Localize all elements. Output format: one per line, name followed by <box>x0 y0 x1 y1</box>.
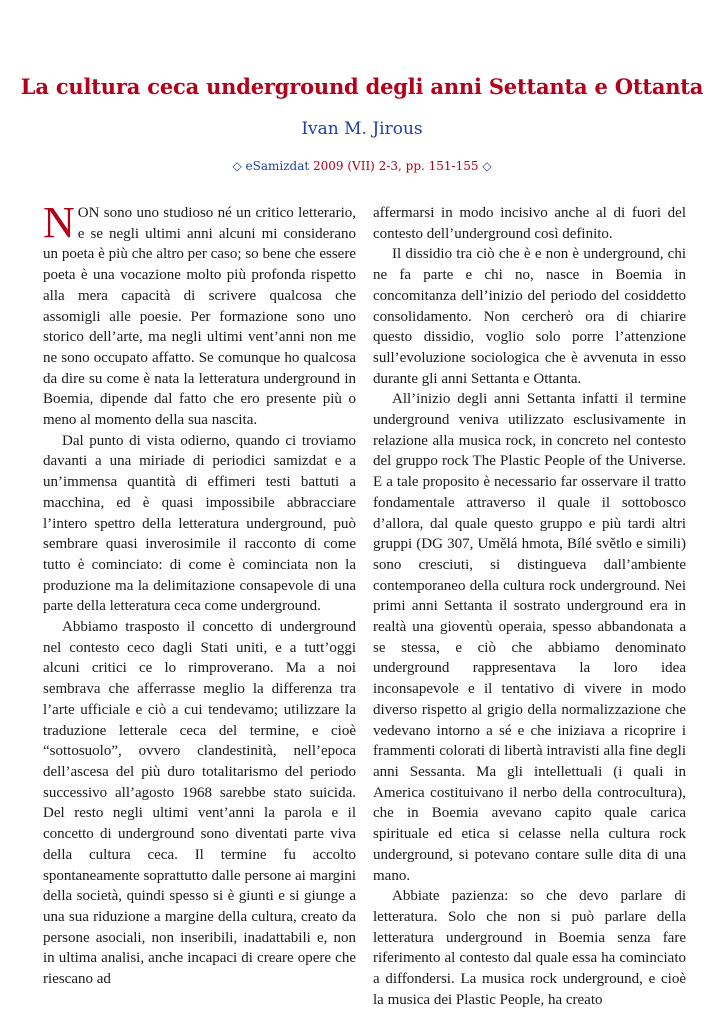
paragraph: affermarsi in modo incisivo anche al di fuori del contesto dell’underground così definito. <box>373 205 686 242</box>
paragraph-text: sono uno studioso né un critico letterario, e se negli ultimi anni alcuni mi considerano un poeta è più che altro per caso; so bene che essere poeta è una vocazione molto più profonda rispetto alla mera capacità di scrivere qualcosa che assomigli alle poesie. Per formazione sono uno storico dell’arte, ma negli ultimi vent’anni non me ne sono occupato affatto. Se comunque ho qualcosa da dire su come è nata la letteratura underground in Boemia, dipende dal fatto che ero presente più o meno al momento della sua nascita. <box>43 205 356 429</box>
citation-details: 2009 (VII) 2-3, pp. 151-155 <box>309 159 483 173</box>
author-name: Ivan M. Jirous <box>301 119 423 139</box>
paragraph: All’inizio degli anni Settanta infatti il termine underground veniva utilizzato esclusivamente in relazione alla musica rock, in concreto nel contesto del gruppo rock The Plastic People of the Universe. E a tale proposito è necessario far osservare il tratto fondamentale attraverso il quale il sottobosco d’allora, dal quale questo gruppo e più tardi altri gruppi (DG 307, Umělá hmota, Bílé světlo e simili) sono cresciuti, si distingueva dall’ambiente contemporaneo della cultura rock underground. Nei primi anni Settanta il sostrato underground era in realtà una gioventù operaia, spesso abbandonata a se stessa, e ciò che abbiamo denominato underground rappresentava la loro idea inconsapevole e il tentativo di vivere in modo diverso rispetto al grigio della normalizzazione che vedevano intorno a sé e che iniziava a ricoprire i frammenti colorati di libertà intravisti alla fine degli anni Sessanta. Ma gli intellettuali (i quali in America costituivano il nerbo della controcultura), che in Boemia avevano capito quale carica spirituale ed etica si celasse nella cultura rock underground, si potevano contare sulle dita di una mano. <box>373 391 686 884</box>
diamond-right-icon: ◇ <box>482 159 492 173</box>
paragraph: Dal punto di vista odierno, quando ci troviamo davanti a una miriade di periodici samizdat e a un’immensa quantità di effimeri testi battuti a macchina, ed è quasi impossibile abbracciare l’intero spettro della letteratura underground, può sembrare quasi inverosimile il racconto di come tutto è cominciato: di come è cominciata non la produzione ma la delimitazione consapevole di una parte della letteratura ceca come underground. <box>43 432 356 615</box>
paragraph: Abbiate pazienza: so che devo parlare di letteratura. Solo che non si può parlare della letteratura underground in Boemia senza fare riferimento al contesto dal quale essa ha cominciato a diffondersi. La musica rock underground, e cioè la musica dei Plastic People, ha creato <box>373 888 686 1008</box>
article-title: La cultura ceca underground degli anni Settanta e Ottanta <box>20 74 704 99</box>
paragraph: Il dissidio tra ciò che è e non è underground, chi ne fa parte e chi no, nasce in Boemia in concomitanza dell’inizio del periodo del cosiddetto consolidamento. Non cercherò ora di chiarire questo dissidio, voglio solo porre l’attenzione sull’evoluzione sociologica che è avvenuta in esso durante gli anni Settanta e Ottanta. <box>373 246 686 387</box>
paragraph <box>43 198 356 431</box>
paragraph: Abbiamo trasposto il concetto di underground nel contesto ceco dagli Stati uniti, e a tutt’oggi alcuni critici ce lo rimproverano. Ma a noi sembrava che afferrasse meglio la differenza tra l’arte ufficiale e ciò a cui tendevamo; utilizzare la traduzione letterale ceca del termine, e cioè “sottosuolo”, ovvero clandestinità, nell’epoca dell’ascesa del più duro totalitarismo del periodo successivo all’agosto 1968 sarebbe stato suicida. Del resto negli ultimi vent’anni la parola e il concetto di underground sono diventati parte viva della cultura ceca. Il termine fu accolto spontaneamente soprattutto dalle persone ai margini della società, quindi spesso si è giunti e si giunge a una sua riduzione a margine della cultura, creato da persone asociali, non inseribili, inadattabili e, non in ultima analisi, anche incapaci di creare opere che riescano ad <box>43 619 356 988</box>
citation-line <box>0 159 724 173</box>
diamond-left-icon: ◇ <box>232 159 242 173</box>
journal-name[interactable]: eSamizdat <box>245 159 310 173</box>
first-word-rest: ON <box>77 205 100 221</box>
left-column <box>43 198 356 990</box>
drop-cap: N <box>43 198 75 247</box>
right-column <box>373 203 686 1010</box>
